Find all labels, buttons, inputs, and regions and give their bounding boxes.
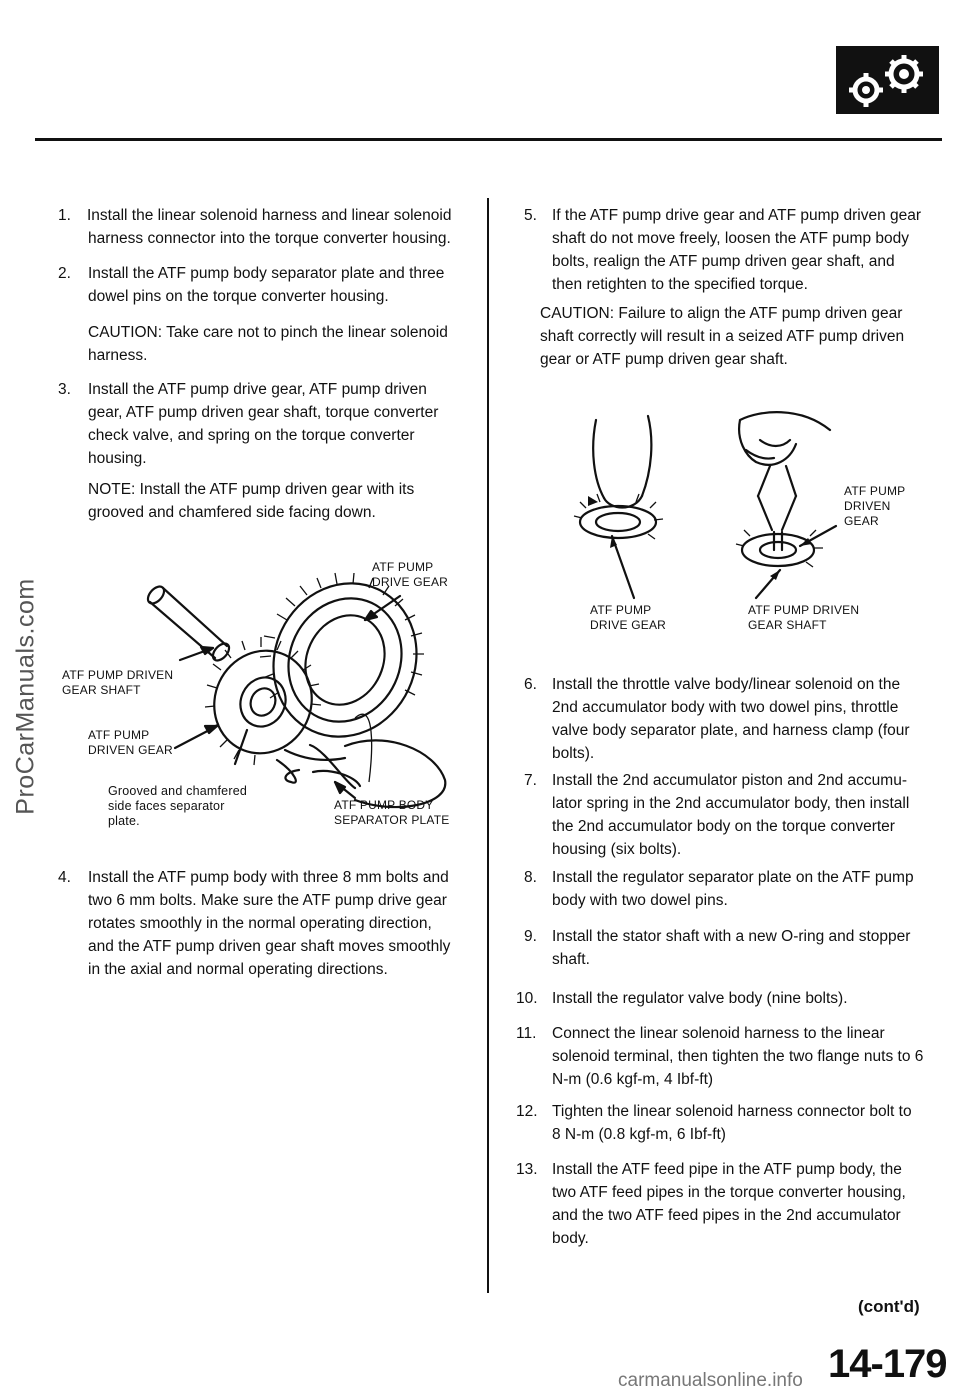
- step-text: Install the ATF pump drive gear, ATF pump driven gear, ATF pump driven gear shaft, torque converter check valve, and spring on the torque converter housing.: [88, 381, 439, 467]
- column-divider: [487, 198, 489, 1293]
- step-text: Connect the linear solenoid harness to the linear solenoid terminal, then tighten the two flange nuts to 6 N-m (0.6 kgf-m, 4 Ibf-ft): [552, 1025, 924, 1088]
- step-text: Install the stator shaft with a new O-ring and stopper shaft.: [552, 928, 911, 968]
- step-number: 6.: [524, 676, 537, 693]
- gears-icon: [836, 46, 939, 114]
- continued-label: (cont'd): [858, 1297, 920, 1316]
- step-number: 10.: [516, 990, 538, 1007]
- step-text: Install the ATF pump body with three 8 mm bolts and two 6 mm bolts. Make sure the ATF pump drive gear rotates smoothly in the normal operating direction, and the ATF pump driven gear shaft moves smoothly in the axial and normal operating directions.: [88, 869, 451, 978]
- header-rule: [35, 138, 942, 141]
- step-number: 8.: [524, 869, 537, 886]
- label-fig2-drive-gear: ATF PUMP DRIVE GEAR: [590, 603, 667, 632]
- step-text: Install the regulator separator plate on the ATF pump body with two dowel pins.: [552, 869, 914, 909]
- step-text: If the ATF pump drive gear and ATF pump driven gear shaft do not move freely, loosen the ATF pump body bolts, realign the ATF pump driven gear shaft, and then retighten to the specified torque.: [552, 207, 922, 293]
- watermark: ProCarManuals.com: [11, 578, 40, 815]
- caution-pinch-harness: CAUTION: Take care not to pinch the linear solenoid harness.: [88, 324, 448, 364]
- label-driven-gear-shaft: ATF PUMP DRIVEN GEAR SHAFT: [62, 668, 174, 697]
- step-number: 2.: [58, 265, 71, 282]
- step-number: 4.: [58, 869, 71, 886]
- label-driven-gear: ATF PUMP DRIVEN GEAR: [88, 728, 173, 757]
- step-number: 11.: [516, 1025, 537, 1042]
- step-text: Tighten the linear solenoid harness connector bolt to 8 N-m (0.8 kgf-m, 6 Ibf-ft): [552, 1103, 912, 1143]
- step-number: 13.: [516, 1161, 538, 1178]
- step-number: 5.: [524, 207, 537, 224]
- step-text: Install the throttle valve body/linear solenoid on the 2nd accumulator body with two dowel pins, throttle valve body separator plate, and harness clamp (four bolts).: [552, 676, 910, 762]
- caution-align-shaft: CAUTION: Failure to align the ATF pump driven gear shaft correctly will result in a seized ATF pump driven gear or ATF pump driven gear shaft.: [540, 305, 905, 368]
- label-separator-plate: ATF PUMP BODY SEPARATOR PLATE: [334, 798, 450, 827]
- step-number: 12.: [516, 1103, 538, 1120]
- step-text: Install the linear solenoid harness and linear solenoid harness connector into the torque converter housing.: [87, 207, 452, 247]
- step-text: Install the ATF pump body separator plate and three dowel pins on the torque converter housing.: [88, 265, 445, 305]
- label-drive-gear: ATF PUMP DRIVE GEAR: [372, 560, 449, 589]
- site-watermark: carmanualsonline.info: [618, 1370, 803, 1391]
- note-driven-gear: NOTE: Install the ATF pump driven gear with its grooved and chamfered side facing down.: [88, 481, 415, 521]
- step-text: Install the 2nd accumulator piston and 2nd accumu-lator spring in the 2nd accumulator body, then install the 2nd accumulator body on the torque converter housing (six bolts).: [552, 772, 910, 858]
- step-text: Install the regulator valve body (nine bolts).: [552, 990, 848, 1007]
- step-number: 7.: [524, 772, 537, 789]
- step-number: 1.: [58, 207, 71, 224]
- step-number: 3.: [58, 381, 71, 398]
- label-fig2-driven-shaft: ATF PUMP DRIVEN GEAR SHAFT: [748, 603, 860, 632]
- label-fig2-driven-gear: ATF PUMP DRIVEN GEAR: [844, 484, 906, 528]
- step-text: Install the ATF feed pipe in the ATF pump body, the two ATF feed pipes in the torque converter housing, and the two ATF feed pipes in the 2nd accumulator body.: [552, 1161, 906, 1247]
- step-number: 9.: [524, 928, 537, 945]
- label-grooved-side: Grooved and chamfered side faces separator plate.: [108, 784, 248, 828]
- page-number: 14-179: [828, 1342, 947, 1386]
